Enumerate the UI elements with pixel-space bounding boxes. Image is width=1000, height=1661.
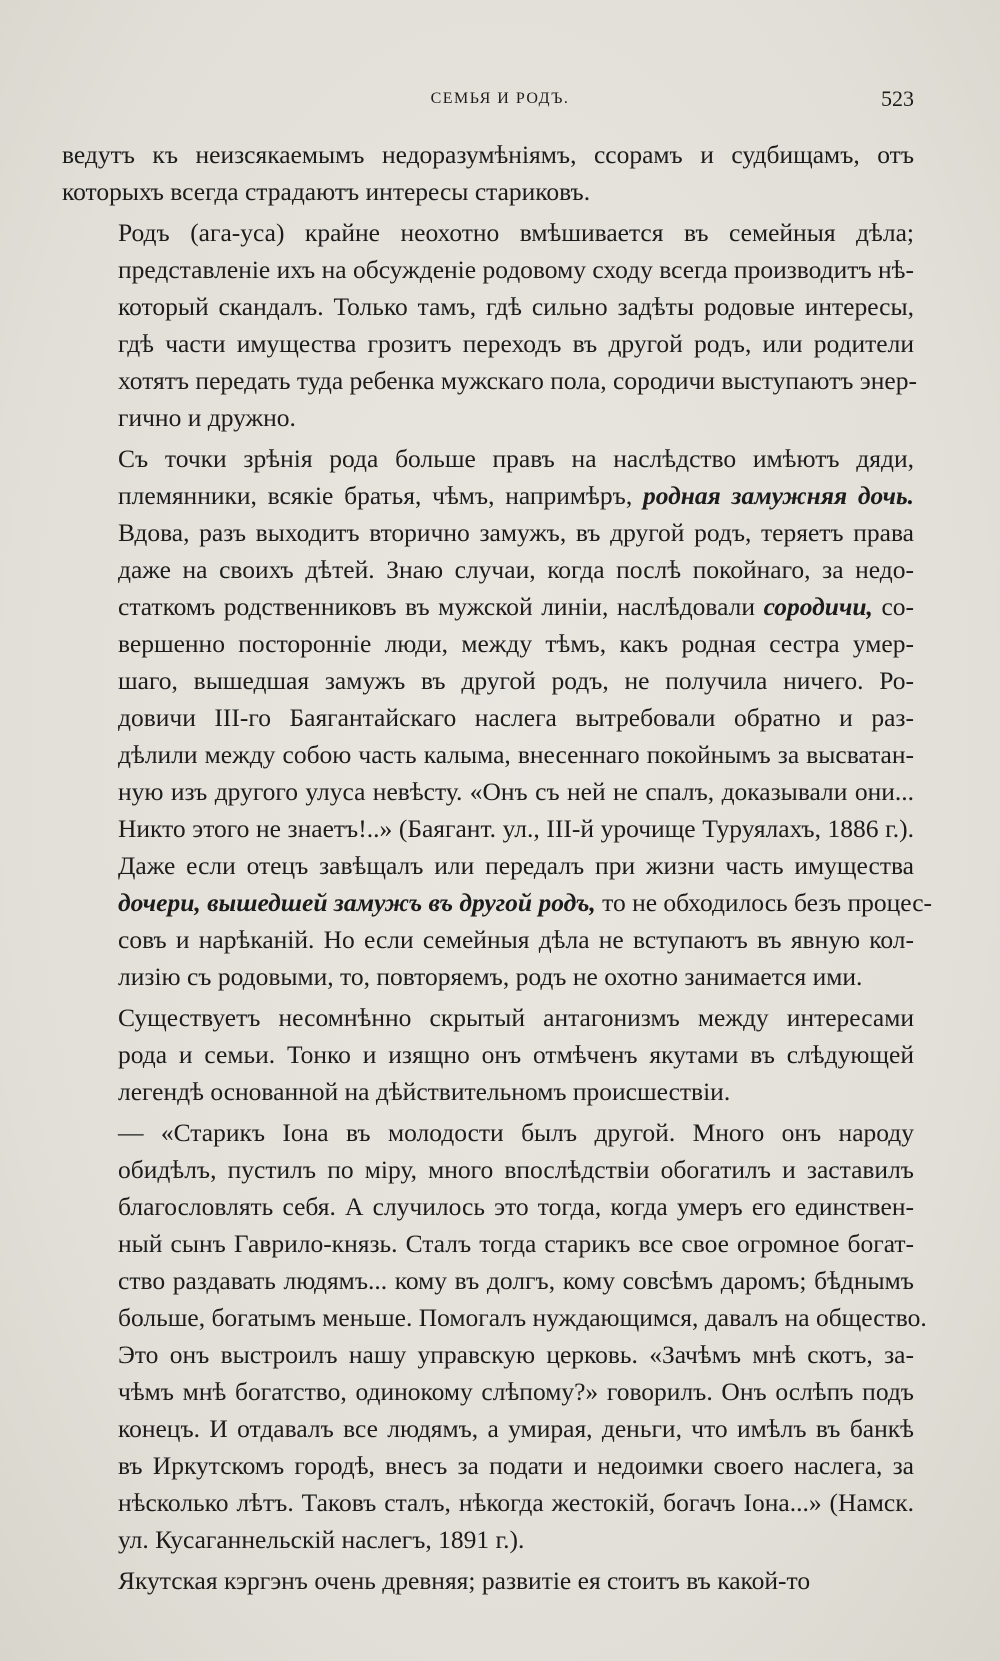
text-line: ведутъ къ неизсякаемымъ недоразумѣніямъ, ссорамъ и судбищамъ, отъ: [62, 140, 914, 169]
emphasis: дочери, вышедшей замужъ въ другой родъ,: [118, 888, 596, 917]
text-line: ную изъ другого улуса невѣсту. «Онъ съ ней не спалъ, доказывали они...: [118, 777, 914, 806]
text-line: Вдова, разъ выходитъ вторично замужъ, въ другой родъ, теряетъ права: [118, 518, 914, 547]
text-line: нѣсколько лѣтъ. Таковъ сталъ, нѣкогда жестокій, богачъ Іона...» (Намск.: [118, 1488, 914, 1517]
paragraph: [62, 440, 933, 995]
text-line: въ Иркутскомъ городѣ, внесъ за подати и недоимки своего наслега, за: [118, 1451, 914, 1480]
text-line: статкомъ родственниковъ въ мужской линіи, наслѣдовали сородичи, со-: [118, 592, 915, 621]
text-line: дѣлили между собою часть калыма, внесеннаго покойнымъ за высватан-: [118, 740, 914, 769]
text-line: совъ и нарѣканій. Но если семейныя дѣла не вступаютъ въ явную кол-: [118, 925, 914, 954]
text-line: Якутская кэргэнъ очень древняя; развитіе ея стоитъ въ какой-то: [118, 1566, 811, 1595]
emphasis: сородичи,: [763, 592, 873, 621]
text-line: который скандалъ. Только тамъ, гдѣ сильно задѣты родовые интересы,: [118, 292, 914, 321]
page-number: 523: [881, 86, 914, 111]
paragraph: [62, 999, 914, 1110]
text-line: обидѣлъ, пустилъ по міру, много впослѣдствіи обогатилъ и заставилъ: [118, 1155, 914, 1184]
text-line: шаго, вышедшая замужъ въ другой родъ, не получила ничего. Ро-: [118, 666, 914, 695]
running-head-title: СЕМЬЯ И РОДЪ.: [430, 90, 570, 107]
text-line: — «Старикъ Іона въ молодости былъ другой. Много онъ народу: [118, 1118, 914, 1147]
text-line: племянники, всякіе братья, чѣмъ, напримѣръ, родная замужняя дочь.: [118, 481, 914, 510]
text-line: Существуетъ несомнѣнно скрытый антагонизмъ между интересами: [118, 1003, 914, 1032]
text-line: представленіе ихъ на обсужденіе родовому сходу всегда производитъ нѣ-: [118, 255, 914, 284]
paragraph: [62, 136, 914, 210]
text-line: дочери, вышедшей замужъ въ другой родъ, то не обходилось безъ процес-: [118, 888, 933, 917]
text-line: вершенно посторонніе люди, между тѣмъ, какъ родная сестра умер-: [118, 629, 914, 658]
text-line: Даже если отецъ завѣщалъ или передалъ при жизни часть имущества: [118, 851, 914, 880]
text-line: чѣмъ мнѣ богатство, одинокому слѣпому?» говорилъ. Онъ ослѣпъ подъ: [118, 1377, 914, 1406]
emphasis: родная замужняя дочь.: [642, 481, 914, 510]
text-line: Родъ (ага-уса) крайне неохотно вмѣшивается въ семейныя дѣла;: [118, 218, 914, 247]
text-line: ул. Кусаганнельскій наслегъ, 1891 г.).: [118, 1525, 525, 1554]
paragraph: [62, 214, 917, 436]
text-line: которыхъ всегда страдаютъ интересы стариковъ.: [62, 177, 591, 206]
text-line: конецъ. И отдавалъ все людямъ, а умирая, деньги, что имѣлъ въ банкѣ: [118, 1414, 914, 1443]
text-line: Это онъ выстроилъ нашу управскую церковь. «Зачѣмъ мнѣ скотъ, за-: [118, 1340, 914, 1369]
body-text: [62, 136, 933, 1603]
text-line: Съ точки зрѣнія рода больше правъ на наслѣдство имѣютъ дяди,: [118, 444, 914, 473]
text-line: благословлять себя. А случилось это тогда, когда умеръ его единствен-: [118, 1192, 914, 1221]
text-line: Никто этого не знаетъ!..» (Баягант. ул., III-й урочище Туруялахъ, 1886 г.).: [118, 814, 914, 843]
paragraph: [62, 1114, 927, 1558]
text-line: больше, богатымъ меньше. Помогалъ нуждающимся, давалъ на общество.: [118, 1303, 927, 1332]
text-line: рода и семьи. Тонко и изящно онъ отмѣченъ якутами въ слѣдующей: [118, 1040, 914, 1069]
running-head: [0, 84, 1000, 114]
text-line: легендѣ основанной на дѣйствительномъ происшествіи.: [118, 1077, 731, 1106]
text-line: ный сынъ Гаврило-князь. Сталъ тогда старикъ все свое огромное богат-: [118, 1229, 914, 1258]
text-line: хотятъ передать туда ребенка мужскаго пола, сородичи выступаютъ энер-: [118, 366, 917, 395]
paragraph: [62, 1562, 914, 1599]
text-line: довичи III-го Баягантайскаго наслега вытребовали обратно и раз-: [118, 703, 914, 732]
text-line: ство раздавать людямъ... кому въ долгъ, кому совсѣмъ даромъ; бѣднымъ: [118, 1266, 914, 1295]
text-line: даже на своихъ дѣтей. Знаю случаи, когда послѣ покойнаго, за недо-: [118, 555, 914, 584]
text-line: лизію съ родовыми, то, повторяемъ, родъ не охотно занимается ими.: [118, 962, 863, 991]
text-line: гдѣ части имущества грозитъ переходъ въ другой родъ, или родители: [118, 329, 914, 358]
text-line: гично и дружно.: [118, 403, 296, 432]
